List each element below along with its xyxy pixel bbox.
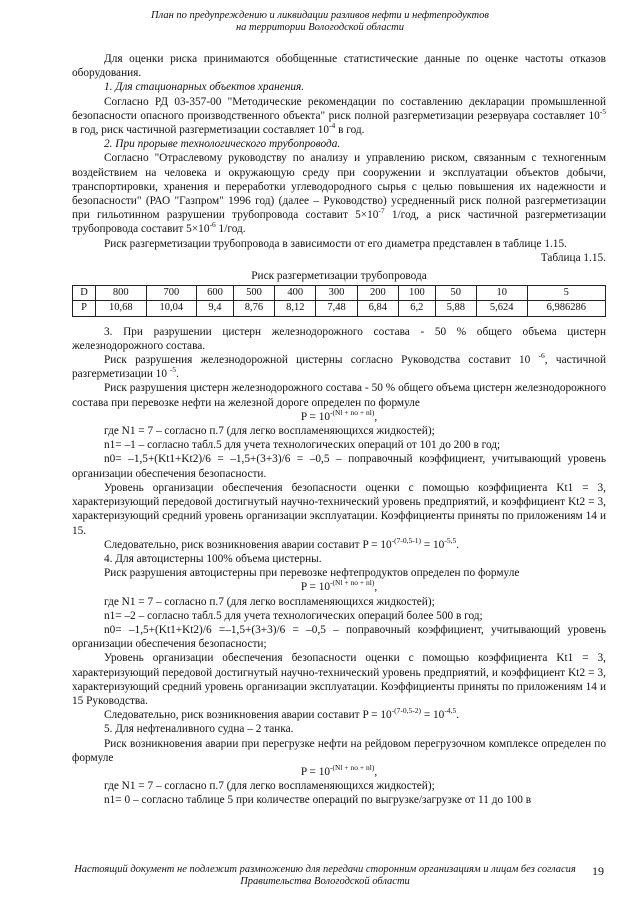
table-caption: Риск разгерметизации трубопровода — [251, 270, 427, 283]
paragraph: n0= –1,5+(Kt1+Kt2)/6 = –1,5+(3+3)/6 = –0,5 – поправочный коэффициент, учитывающий уровень организации обеспечения безопасности. — [72, 453, 606, 480]
paragraph: Риск разрушения цистерн железнодорожного состава - 50 % общего объема цистерн железнодорожного состава при перевозке нефти на железной дороге определен по формуле — [72, 382, 606, 409]
paragraph: Уровень организации обеспечения безопасности оценки с помощью коэффициента Kt1 = 3, характеризующий передовой достигнутый научно-технический уровень предприятий, и коэффициент Kt2 = 3, характеризующий средний уровень организации эксплуатации. Коэффициенты приняты по приложениям 14 и 15 Руководства. — [72, 652, 606, 707]
table-cell: 5,88 — [435, 301, 476, 316]
document-body — [72, 52, 606, 808]
table-cell: 10,04 — [146, 301, 197, 316]
footer-note: Настоящий документ не подлежит размножению для передачи сторонним организациям и лицам без согласия Правительства Вологодской области — [74, 864, 576, 887]
paragraph: n1= 0 – согласно таблице 5 при количестве операций по выгрузке/загрузке от 11 до 100 в — [104, 794, 532, 807]
table-cell: 6,2 — [399, 301, 436, 316]
header-line-1: План по предупреждению и ликвидации разливов нефти и нефтепродуктов — [151, 10, 489, 21]
paragraph: n1= –1 – согласно табл.5 для учета технологических операций от 101 до 200 в год; — [104, 439, 501, 452]
paragraph: Риск разрушения автоцистерны при перевозке нефтепродуктов определен по формуле — [104, 567, 520, 580]
paragraph: 3. При разрушении цистерн железнодорожного состава - 50 % общего объема цистерн железнодорожного состава. — [72, 325, 606, 352]
paragraph: n0= –1,5+(Kt1+Kt2)/6 =–1,5+(3+3)/6 = –0,5 – поправочный коэффициент, учитывающий уровень организации обеспечения безопасности; — [72, 623, 606, 651]
paragraph: где N1 = 7 – согласно п.7 (для легко воспламеняющихся жидкостей); — [104, 425, 435, 438]
page-header — [0, 10, 640, 34]
paragraph: Согласно РД 03-357-00 "Методические рекомендации по составлению декларации промышленной безопасности опасного производственного объекта" риск полной разгерметизации резервуара составляет $10^{-5}$ в год, риск частичной разгерметизации составляет $10^{-4}$ в год. — [72, 95, 606, 137]
table-cell: 800 — [96, 286, 147, 301]
table-cell: 6,84 — [357, 301, 398, 316]
row-label: D — [73, 286, 96, 301]
table-cell: 7,48 — [316, 301, 357, 316]
table-cell: 10,68 — [96, 301, 147, 316]
paragraph: Для оценки риска принимаются обобщенные статистические данные по оценке частоты отказов оборудования. — [72, 53, 606, 80]
paragraph: Уровень организации обеспечения безопасности оценки с помощью коэффициента Kt1 = 3, характеризующий передовой достигнутый научно-технический уровень предприятий, и коэффициент Kt2 = 3, характеризующий средний уровень организации эксплуатации. Коэффициенты приняты по приложениям 14 и 15. — [72, 481, 606, 537]
table-cell: 6,986286 — [527, 301, 605, 316]
paragraph: Следовательно, риск возникновения аварии составит $P = 10^{-(7-0,5-2)} = 10^{-4,5}$. — [104, 706, 460, 722]
table-cell: 400 — [275, 286, 316, 301]
header-line-2: на территории Вологодской области — [235, 22, 405, 33]
paragraph: Риск возникновения аварии при перегрузке нефти на рейдовом перегрузочном комплексе определен по формуле — [72, 737, 606, 764]
table-cell: 9,4 — [197, 301, 234, 316]
table-cell: 5 — [527, 286, 605, 301]
formula: $P = 10^{-(Nl + no + nl)}$, — [300, 578, 378, 594]
formula: $P = 10^{-(Nl + no + nl)}$, — [300, 762, 378, 778]
row-label: P — [73, 301, 96, 316]
table-cell: 700 — [146, 286, 197, 301]
table-cell: 8,12 — [275, 301, 316, 316]
paragraph: Следовательно, риск возникновения аварии составит $P = 10^{-(7-0,5-1)} = 10^{-5,5}$. — [104, 535, 460, 551]
table-cell: 300 — [316, 286, 357, 301]
table-row — [73, 286, 606, 301]
risk-table — [72, 285, 606, 316]
table-cell: 200 — [357, 286, 398, 301]
formula: $P = 10^{-(Nl + no + nl)}$, — [300, 407, 378, 423]
paragraph: где N1 = 7 – согласно п.7 (для легко воспламеняющихся жидкостей); — [104, 780, 435, 793]
section-heading: 2. При прорыве технологического трубопровода. — [104, 138, 341, 151]
paragraph: Согласно "Отраслевому руководству по анализу и управлению риском, связанным с техногенным воздействием на человека и окружающую среду при сооружении и эксплуатации объектов добычи, транспортировки, хранения и переработки углеводородного сырья с целью повышения их надежности и безопасности" (РАО "Газпром" 1996 год) (далее – Руководство) усредненный риск полной разгерметизации при гильотинном разрушении трубопровода составит $5\times 10^{-7}$ 1/год, а риск частичной разгерметизации трубопровода составит $5\times 10^{-6}$ 1/год. — [72, 152, 606, 236]
paragraph: 5. Для нефтеналивного судна – 2 танка. — [104, 723, 294, 736]
table-cell: 50 — [435, 286, 476, 301]
paragraph: Риск разрушения железнодорожной цистерны согласно Руководства составит 10 $^{-6}$, частичной разгерметизации 10 $^{-5}$. — [72, 351, 607, 381]
table-cell: 5,624 — [476, 301, 527, 316]
section-heading: 1. Для стационарных объектов хранения. — [104, 81, 305, 94]
paragraph: n1= –2 – согласно табл.5 для учета технологических операций более 500 в год; — [104, 609, 483, 622]
table-cell: 600 — [197, 286, 234, 301]
paragraph: Риск разгерметизации трубопровода в зависимости от его диаметра представлен в таблице 1.15. — [104, 237, 567, 250]
table-cell: 500 — [233, 286, 274, 301]
page-number: 19 — [592, 864, 604, 878]
paragraph: где N1 = 7 – согласно п.7 (для легко воспламеняющихся жидкостей); — [104, 595, 435, 608]
table-cell: 8,76 — [233, 301, 274, 316]
table-row — [73, 301, 606, 316]
table-cell: 100 — [399, 286, 436, 301]
paragraph: 4. Для автоцистерны 100% объема цистерны. — [104, 552, 322, 565]
table-cell: 10 — [476, 286, 527, 301]
table-number: Таблица 1.15. — [540, 251, 606, 264]
